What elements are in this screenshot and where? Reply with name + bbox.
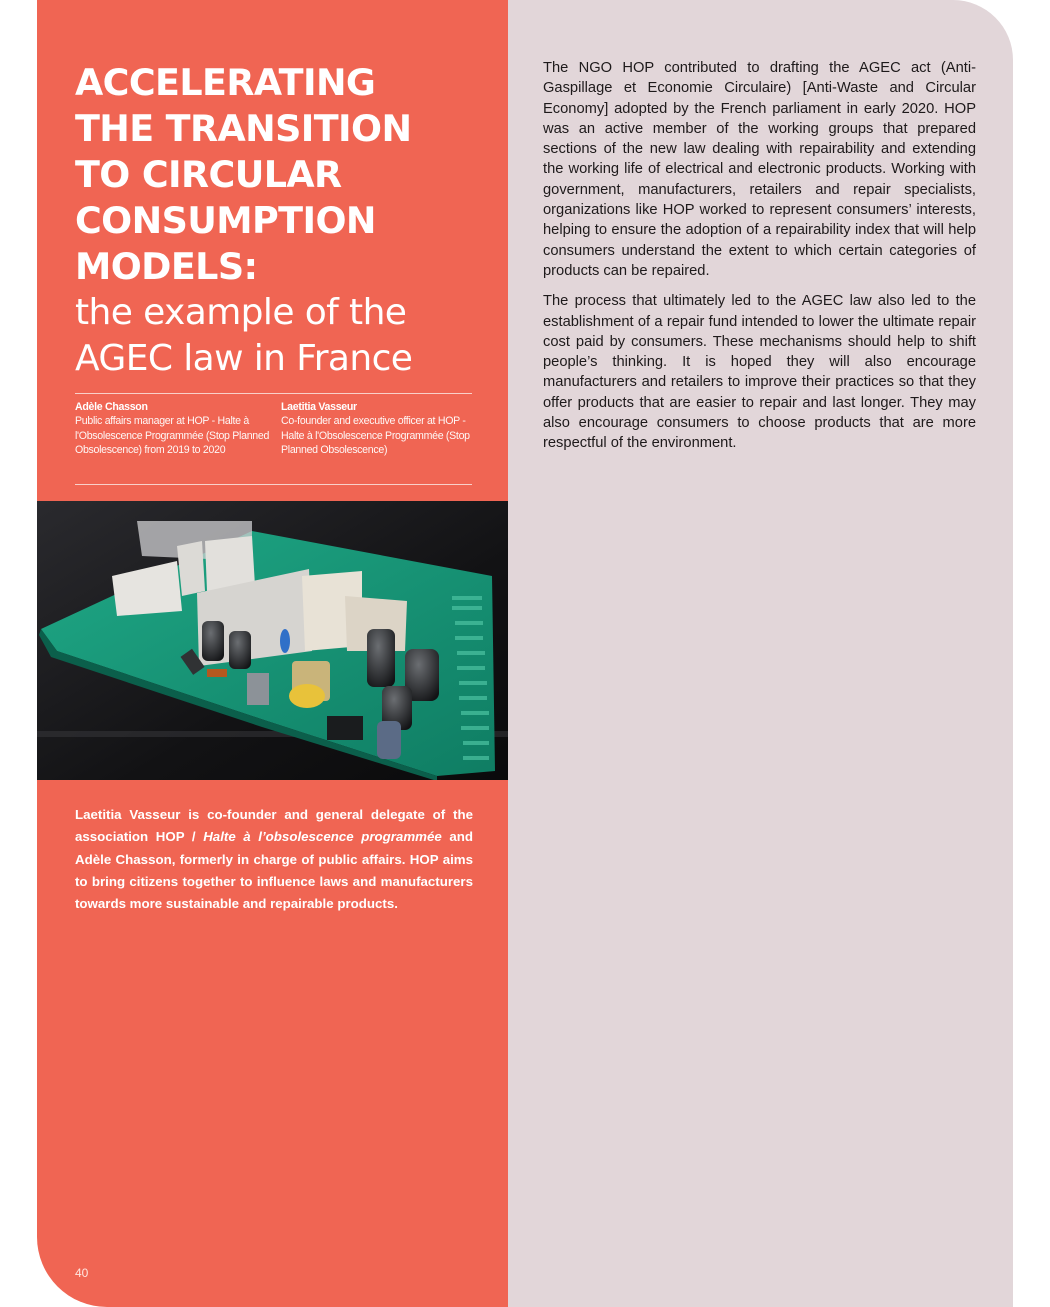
title-line: CONSUMPTION	[75, 199, 376, 242]
divider-bottom	[75, 484, 472, 485]
bio-italic-text: Halte à l’obsolescence programmée	[203, 829, 442, 845]
article-title	[75, 60, 495, 382]
circuit-board-illustration	[37, 501, 508, 780]
bio-text: and Adèle Chasson, formerly in charge of public affairs. HOP aims to bring citizens together to influence laws and manufacturers towards more sustainable and repairable products.	[75, 829, 473, 912]
author-credits	[75, 400, 475, 458]
title-line: ACCELERATING	[75, 61, 376, 104]
title-line: MODELS:	[75, 245, 258, 288]
circuit-board-photo	[37, 501, 508, 780]
body-paragraph: The NGO HOP contributed to drafting the AGEC act (Anti-Gaspillage et Economie Circulaire) [Anti-Waste and Circular Economy] adopted by the French parliament in early 2020. HOP was an active member of the working groups that prepared sections of the new law dealing with repairability and extending the working life of electrical and electronic products. Working with government, manufacturers, retailers and repair specialists, organizations like HOP worked to represent consumers’ interests, helping to ensure the adoption of a repairability index that will help consumers understand the extent to which certain categories of products can be repaired.	[543, 60, 976, 279]
divider-top	[75, 393, 472, 394]
author-role: Co-founder and executive officer at HOP - Halte à l'Obsolescence Programmée (Stop Planned Obsolescence)	[281, 415, 470, 457]
page-number: 40	[75, 1266, 89, 1280]
title-line: TO CIRCULAR	[75, 153, 342, 196]
author-role: Public affairs manager at HOP - Halte à l'Obsolescence Programmée (Stop Planned Obsolescence) from 2019 to 2020	[75, 415, 270, 457]
author-bio	[75, 804, 473, 915]
title-line: THE TRANSITION	[75, 107, 412, 150]
author-block	[281, 400, 471, 458]
body-paragraph: The process that ultimately led to the AGEC law also led to the establishment of a repair fund intended to lower the ultimate repair cost paid by consumers. These mechanisms should help to shift people’s thinking. It is hoped they will also encourage manufacturers and retailers to improve their practices so that they offer products that are easier to repair and last longer. They may also encourage consumers to choose products that are more respectful of the environment.	[543, 293, 976, 452]
subtitle-line: the example of the	[75, 292, 407, 333]
author-block	[75, 400, 281, 458]
author-name: Adèle Chasson	[75, 401, 148, 413]
subtitle-line: AGEC law in France	[75, 338, 413, 379]
article-body	[543, 58, 976, 464]
bio-text: Laetitia Vasseur is co-founder and general delegate of the association HOP /	[75, 807, 473, 845]
author-name: Laetitia Vasseur	[281, 401, 357, 413]
